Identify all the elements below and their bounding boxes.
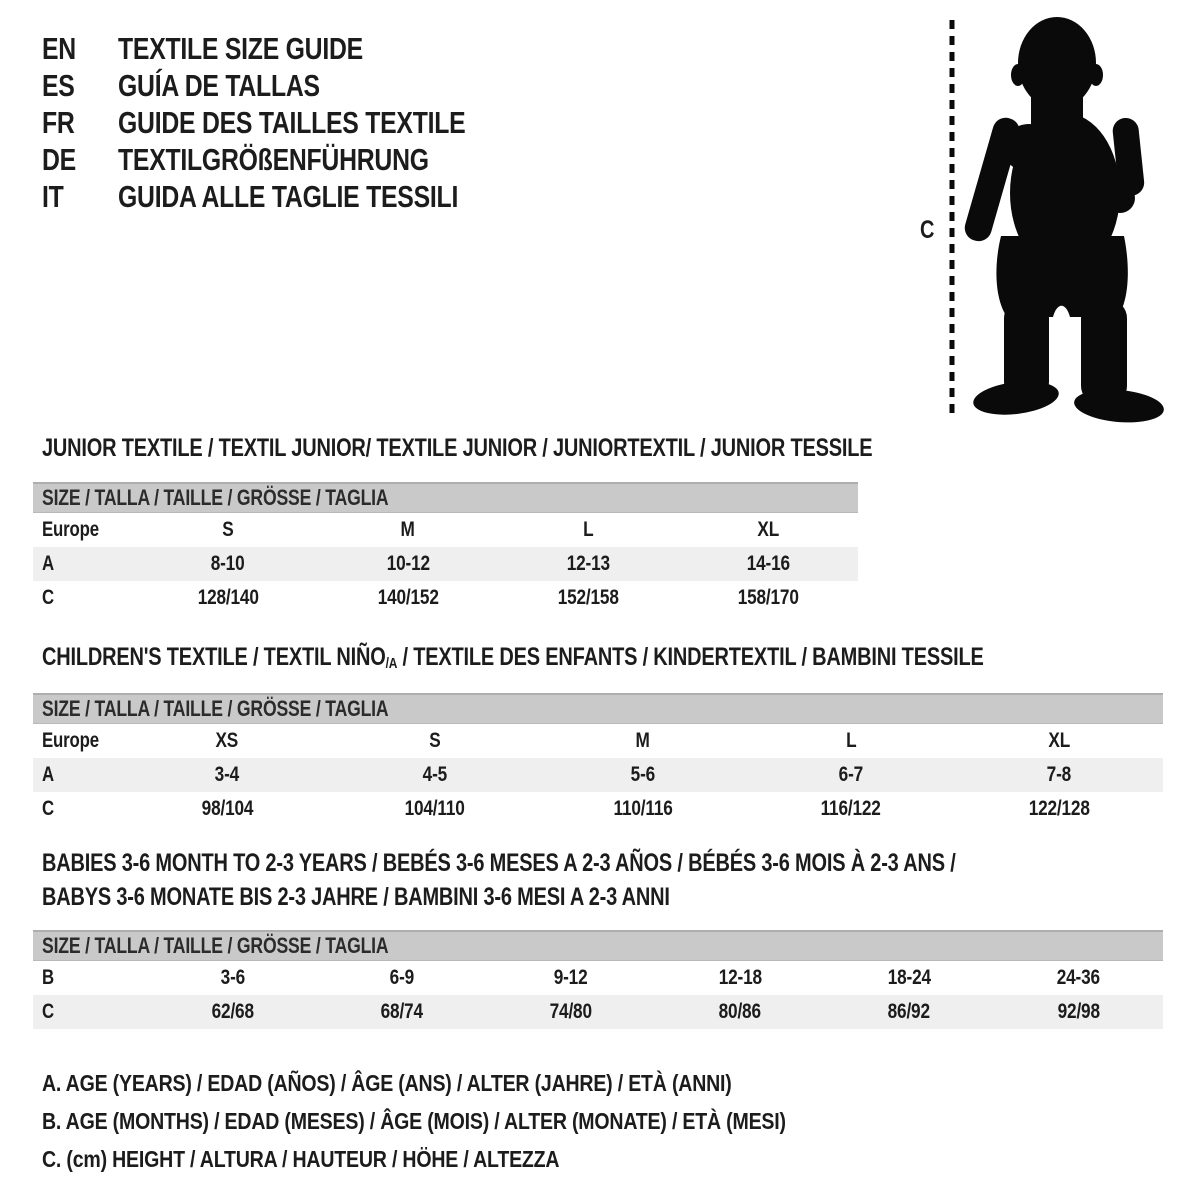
children-table (33, 693, 1163, 826)
table-row-europe (33, 513, 858, 547)
height-value-cell: 122/128 (1028, 797, 1090, 820)
size-value-cell: XS (215, 729, 239, 752)
age-months-cell: 24-36 (1056, 966, 1101, 989)
height-value-cell: 92/98 (1057, 1000, 1100, 1023)
age-value-cell: 6-7 (838, 763, 864, 786)
height-value-cell: 80/86 (718, 1000, 762, 1023)
height-value-cell: 98/104 (201, 797, 253, 820)
age-months-cell: 12-18 (718, 966, 762, 989)
language-title: TEXTILGRÖßENFÜHRUNG (118, 141, 429, 177)
size-header-label: SIZE / TALLA / TAILLE / GRÖSSE / TAGLIA (42, 696, 389, 721)
nino-a-subscript: /A (385, 655, 398, 672)
age-value-cell: 5-6 (630, 763, 656, 786)
language-code: FR (42, 104, 75, 140)
age-value-cell: 7-8 (1046, 763, 1072, 786)
children-section-title: CHILDREN'S TEXTILE / TEXTIL NIÑO/A / TEXTILE DES ENFANTS / KINDERTEXTIL / BAMBINI TESSILE (42, 643, 984, 672)
row-label: C (42, 1000, 54, 1023)
table-row-a (33, 758, 1163, 792)
legend-line-b: B. AGE (MONTHS) / EDAD (MESES) / ÂGE (MOIS) / ALTER (MONATE) / ETÀ (MESI) (42, 1108, 786, 1134)
language-code: ES (42, 67, 75, 103)
age-value-cell: 4-5 (422, 763, 448, 786)
language-row-fr (42, 104, 552, 141)
language-title-list (42, 30, 552, 215)
row-label: C (42, 586, 54, 609)
size-header-label: SIZE / TALLA / TAILLE / GRÖSSE / TAGLIA (42, 485, 389, 510)
size-value-cell: L (845, 729, 857, 752)
size-value-cell: XL (1048, 729, 1070, 752)
height-value-cell: 110/116 (613, 797, 673, 820)
row-label: Europe (42, 518, 99, 541)
language-row-de (42, 141, 552, 178)
table-row-c (33, 792, 1163, 826)
size-header-band (33, 930, 1163, 961)
height-value-cell: 116/122 (820, 797, 882, 820)
age-value-cell: 12-13 (566, 552, 610, 575)
table-row-c (33, 995, 1163, 1029)
age-months-cell: 18-24 (887, 966, 931, 989)
size-value-cell: L (582, 518, 594, 541)
measurement-legend (42, 1064, 917, 1178)
language-code: IT (42, 178, 64, 214)
table-row-europe (33, 724, 1163, 758)
size-value-cell: XL (757, 518, 779, 541)
babies-table (33, 930, 1163, 1029)
babies-title-line2: BABYS 3-6 MONATE BIS 2-3 JAHRE / BAMBINI 3-6 MESI A 2-3 ANNI (42, 883, 670, 911)
height-value-cell: 68/74 (380, 1000, 423, 1023)
toddler-body-shape (962, 17, 1165, 426)
size-value-cell: S (429, 729, 441, 752)
age-months-cell: 6-9 (389, 966, 414, 989)
height-value-cell: 152/158 (557, 586, 619, 609)
size-header-band (33, 482, 858, 513)
height-value-cell: 74/80 (549, 1000, 593, 1023)
legend-line-c: C. (cm) HEIGHT / ALTURA / HAUTEUR / HÖHE / ALTEZZA (42, 1146, 560, 1172)
row-label: Europe (42, 729, 99, 752)
height-value-cell: 62/68 (211, 1000, 254, 1023)
height-value-cell: 158/170 (737, 586, 799, 609)
size-value-cell: M (635, 729, 651, 752)
language-row-it (42, 178, 552, 215)
height-value-cell: 128/140 (197, 586, 259, 609)
babies-section-title (42, 846, 1184, 914)
language-title: GUÍA DE TALLAS (118, 67, 320, 103)
age-value-cell: 10-12 (386, 552, 430, 575)
age-months-cell: 3-6 (220, 966, 245, 989)
age-value-cell: 8-10 (211, 552, 245, 575)
language-code: DE (42, 141, 76, 177)
row-label: A (42, 763, 54, 786)
row-label: A (42, 552, 54, 575)
size-header-band (33, 693, 1163, 724)
size-header-label: SIZE / TALLA / TAILLE / GRÖSSE / TAGLIA (42, 933, 389, 958)
table-row-a (33, 547, 858, 581)
size-value-cell: M (400, 518, 416, 541)
table-row-c (33, 581, 858, 615)
height-value-cell: 86/92 (888, 1000, 931, 1023)
language-title: GUIDE DES TAILLES TEXTILE (118, 104, 466, 140)
language-title: TEXTILE SIZE GUIDE (118, 30, 363, 66)
size-value-cell: S (222, 518, 234, 541)
age-months-cell: 9-12 (554, 966, 588, 989)
babies-title-line1: BABIES 3-6 MONTH TO 2-3 YEARS / BEBÉS 3-6 MESES A 2-3 AÑOS / BÉBÉS 3-6 MOIS À 2-3 ANS / (42, 849, 956, 877)
age-value-cell: 3-4 (214, 763, 240, 786)
age-value-cell: 14-16 (746, 552, 790, 575)
language-row-es (42, 67, 552, 104)
language-title: GUIDA ALLE TAGLIE TESSILI (118, 178, 459, 214)
table-row-b (33, 961, 1163, 995)
height-value-cell: 104/110 (404, 797, 466, 820)
language-row-en (42, 30, 552, 67)
toddler-silhouette-icon (915, 8, 1165, 433)
height-value-cell: 140/152 (377, 586, 439, 609)
row-label: B (42, 966, 54, 989)
height-measure-label: C (920, 216, 935, 244)
language-code: EN (42, 30, 76, 66)
junior-table (33, 482, 858, 615)
legend-line-a: A. AGE (YEARS) / EDAD (AÑOS) / ÂGE (ANS) / ALTER (JAHRE) / ETÀ (ANNI) (42, 1070, 732, 1096)
junior-section-title: JUNIOR TEXTILE / TEXTIL JUNIOR/ TEXTILE JUNIOR / JUNIORTEXTIL / JUNIOR TESSILE (42, 434, 873, 462)
row-label: C (42, 797, 54, 820)
